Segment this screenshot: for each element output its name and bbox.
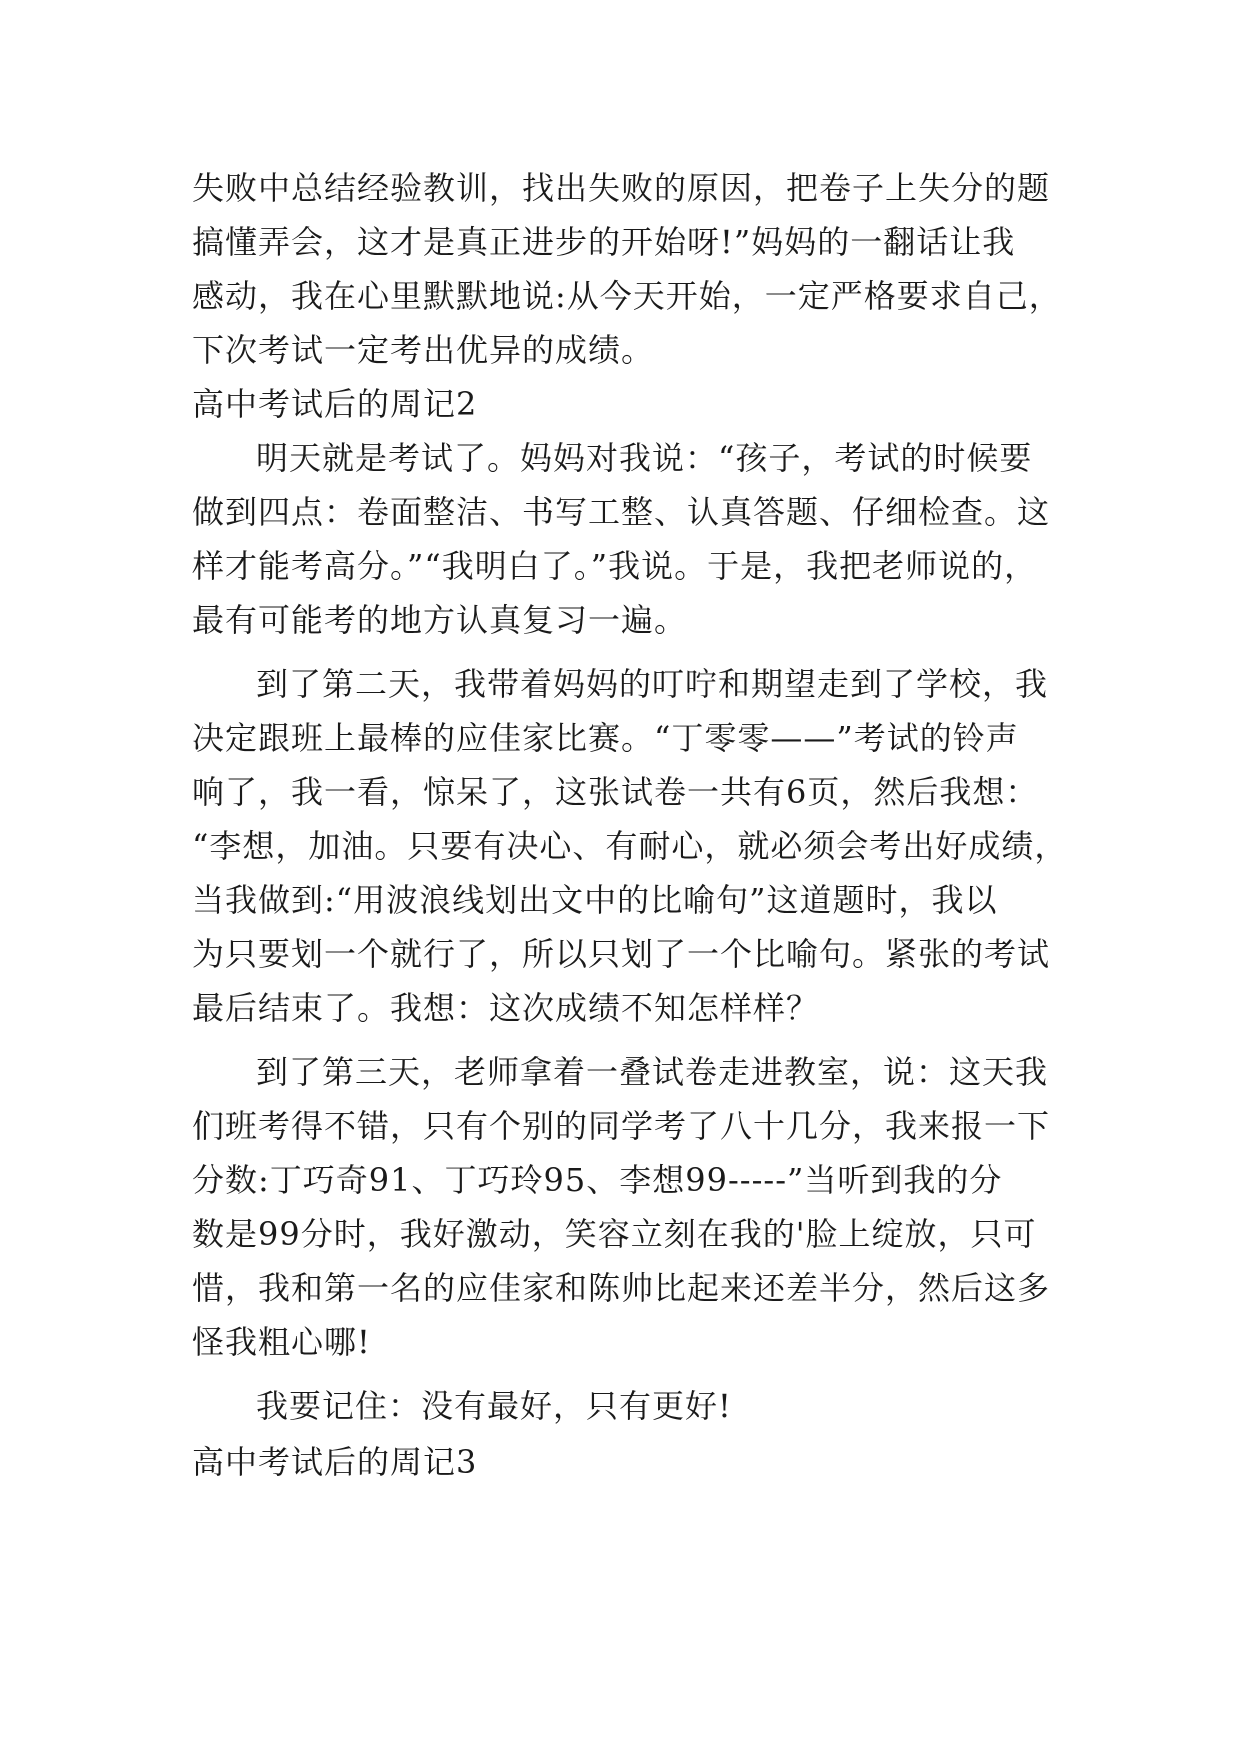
text-line: 分数:丁巧奇91、丁巧玲95、李想99-----”当听到我的分 <box>192 1161 1003 1199</box>
text-line: 搞懂弄会，这才是真正进步的开始呀!”妈妈的一翻话让我 <box>192 223 1016 261</box>
text-line: 为只要划一个就行了，所以只划了一个比喻句。紧张的考试 <box>192 935 1051 973</box>
text-line: 样才能考高分。”“我明白了。”我说。于是，我把老师说的， <box>192 547 1038 585</box>
text-line: 当我做到:“用波浪线划出文中的比喻句”这道题时，我以 <box>192 881 998 919</box>
paragraph-start-line: 到了第二天，我带着妈妈的叮咛和期望走到了学校，我 <box>256 665 1049 703</box>
text-line: 感动，我在心里默默地说:从今天开始，一定严格要求自己， <box>192 277 1062 315</box>
text-line: 下次考试一定考出优异的成绩。 <box>192 331 655 369</box>
text-line: 做到四点：卷面整洁、书写工整、认真答题、仔细检查。这 <box>192 493 1051 531</box>
text-line: 惜，我和第一名的应佳家和陈帅比起来还差半分，然后这多 <box>192 1269 1051 1307</box>
text-line: 们班考得不错，只有个别的同学考了八十几分，我来报一下 <box>192 1107 1051 1145</box>
section-heading: 高中考试后的周记3 <box>192 1443 478 1481</box>
text-line: 数是99分时，我好激动，笑容立刻在我的'脸上绽放，只可 <box>192 1215 1037 1253</box>
text-line: 决定跟班上最棒的应佳家比赛。“丁零零——”考试的铃声 <box>192 719 1019 757</box>
paragraph-start-line: 我要记住：没有最好，只有更好! <box>256 1387 732 1425</box>
text-line: “李想，加油。只要有决心、有耐心，就必须会考出好成绩， <box>192 827 1068 865</box>
paragraph-start-line: 到了第三天，老师拿着一叠试卷走进教室，说：这天我 <box>256 1053 1049 1091</box>
text-line: 怪我粗心哪! <box>192 1323 371 1361</box>
text-line: 失败中总结经验教训，找出失败的原因，把卷子上失分的题 <box>192 169 1051 207</box>
section-heading: 高中考试后的周记2 <box>192 385 478 423</box>
text-line: 最有可能考的地方认真复习一遍。 <box>192 601 688 639</box>
text-line: 最后结束了。我想：这次成绩不知怎样样？ <box>192 989 820 1027</box>
text-line: 响了，我一看，惊呆了，这张试卷一共有6页，然后我想： <box>192 773 1039 811</box>
paragraph-start-line: 明天就是考试了。妈妈对我说：“孩子，考试的时候要 <box>256 439 1033 477</box>
